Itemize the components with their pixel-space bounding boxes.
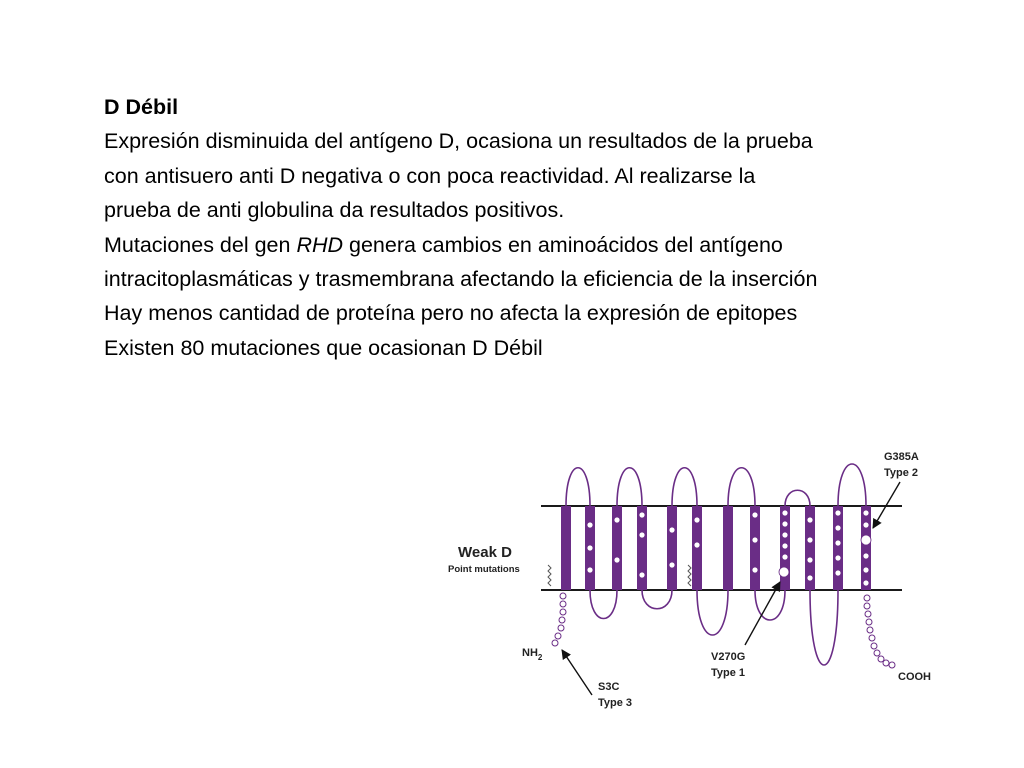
mutation-v270g-type: Type 1: [711, 667, 746, 679]
helix: [833, 506, 843, 590]
paragraph-mutations-after: genera cambios en aminoácidos del antígeno intracitoplasmáticas y trasmembrana afectando la eficiencia de la inserción: [104, 232, 818, 292]
mutation-v270g-code: V270G: [711, 651, 746, 663]
mutation-s3c-code: S3C: [598, 681, 620, 693]
n-terminus-label: [522, 647, 543, 662]
helix: [750, 506, 760, 590]
paragraph-mutations-before: Mutaciones del gen: [104, 232, 297, 257]
c-terminus-label: COOH: [898, 671, 931, 683]
mutation-v270g-arrow: [745, 582, 780, 645]
weak-d-diagram: [440, 440, 960, 730]
paragraph-protein: Hay menos cantidad de proteína pero no afecta la expresión de epitopes: [104, 301, 798, 326]
slide-text: [104, 90, 824, 365]
c-terminal-tail: [864, 595, 895, 668]
mutation-g385a-type: Type 2: [884, 467, 919, 479]
helix: [861, 506, 871, 590]
helix: [561, 506, 571, 590]
mutation-s3c-arrow: [562, 650, 592, 695]
n-terminus-subscript: 2: [537, 653, 543, 662]
paragraph-count: Existen 80 mutaciones que ocasionan D Débil: [104, 335, 543, 360]
gene-name: RHD: [296, 232, 344, 257]
mutation-s3c-type: Type 3: [598, 697, 633, 709]
diagram-title: Weak D: [458, 544, 512, 561]
diagram-subtitle: Point mutations: [448, 564, 520, 575]
slide-heading: D Débil: [104, 95, 179, 119]
extracellular-loops: [566, 464, 866, 506]
transmembrane-helices: [561, 506, 871, 590]
mutation-g385a-code: G385A: [884, 451, 919, 463]
n-terminal-tail: [552, 593, 566, 646]
n-terminus-text: NH: [522, 647, 538, 659]
helix: [667, 506, 677, 590]
paragraph-mutations: [104, 228, 824, 297]
helix: [723, 506, 733, 590]
paragraph-expression: Expresión disminuida del antígeno D, ocasiona un resultados de la prueba con antisuero anti D negativa o con poca reactividad. Al realizarse la prueba de anti globulina da resultados positivos.: [104, 129, 813, 223]
